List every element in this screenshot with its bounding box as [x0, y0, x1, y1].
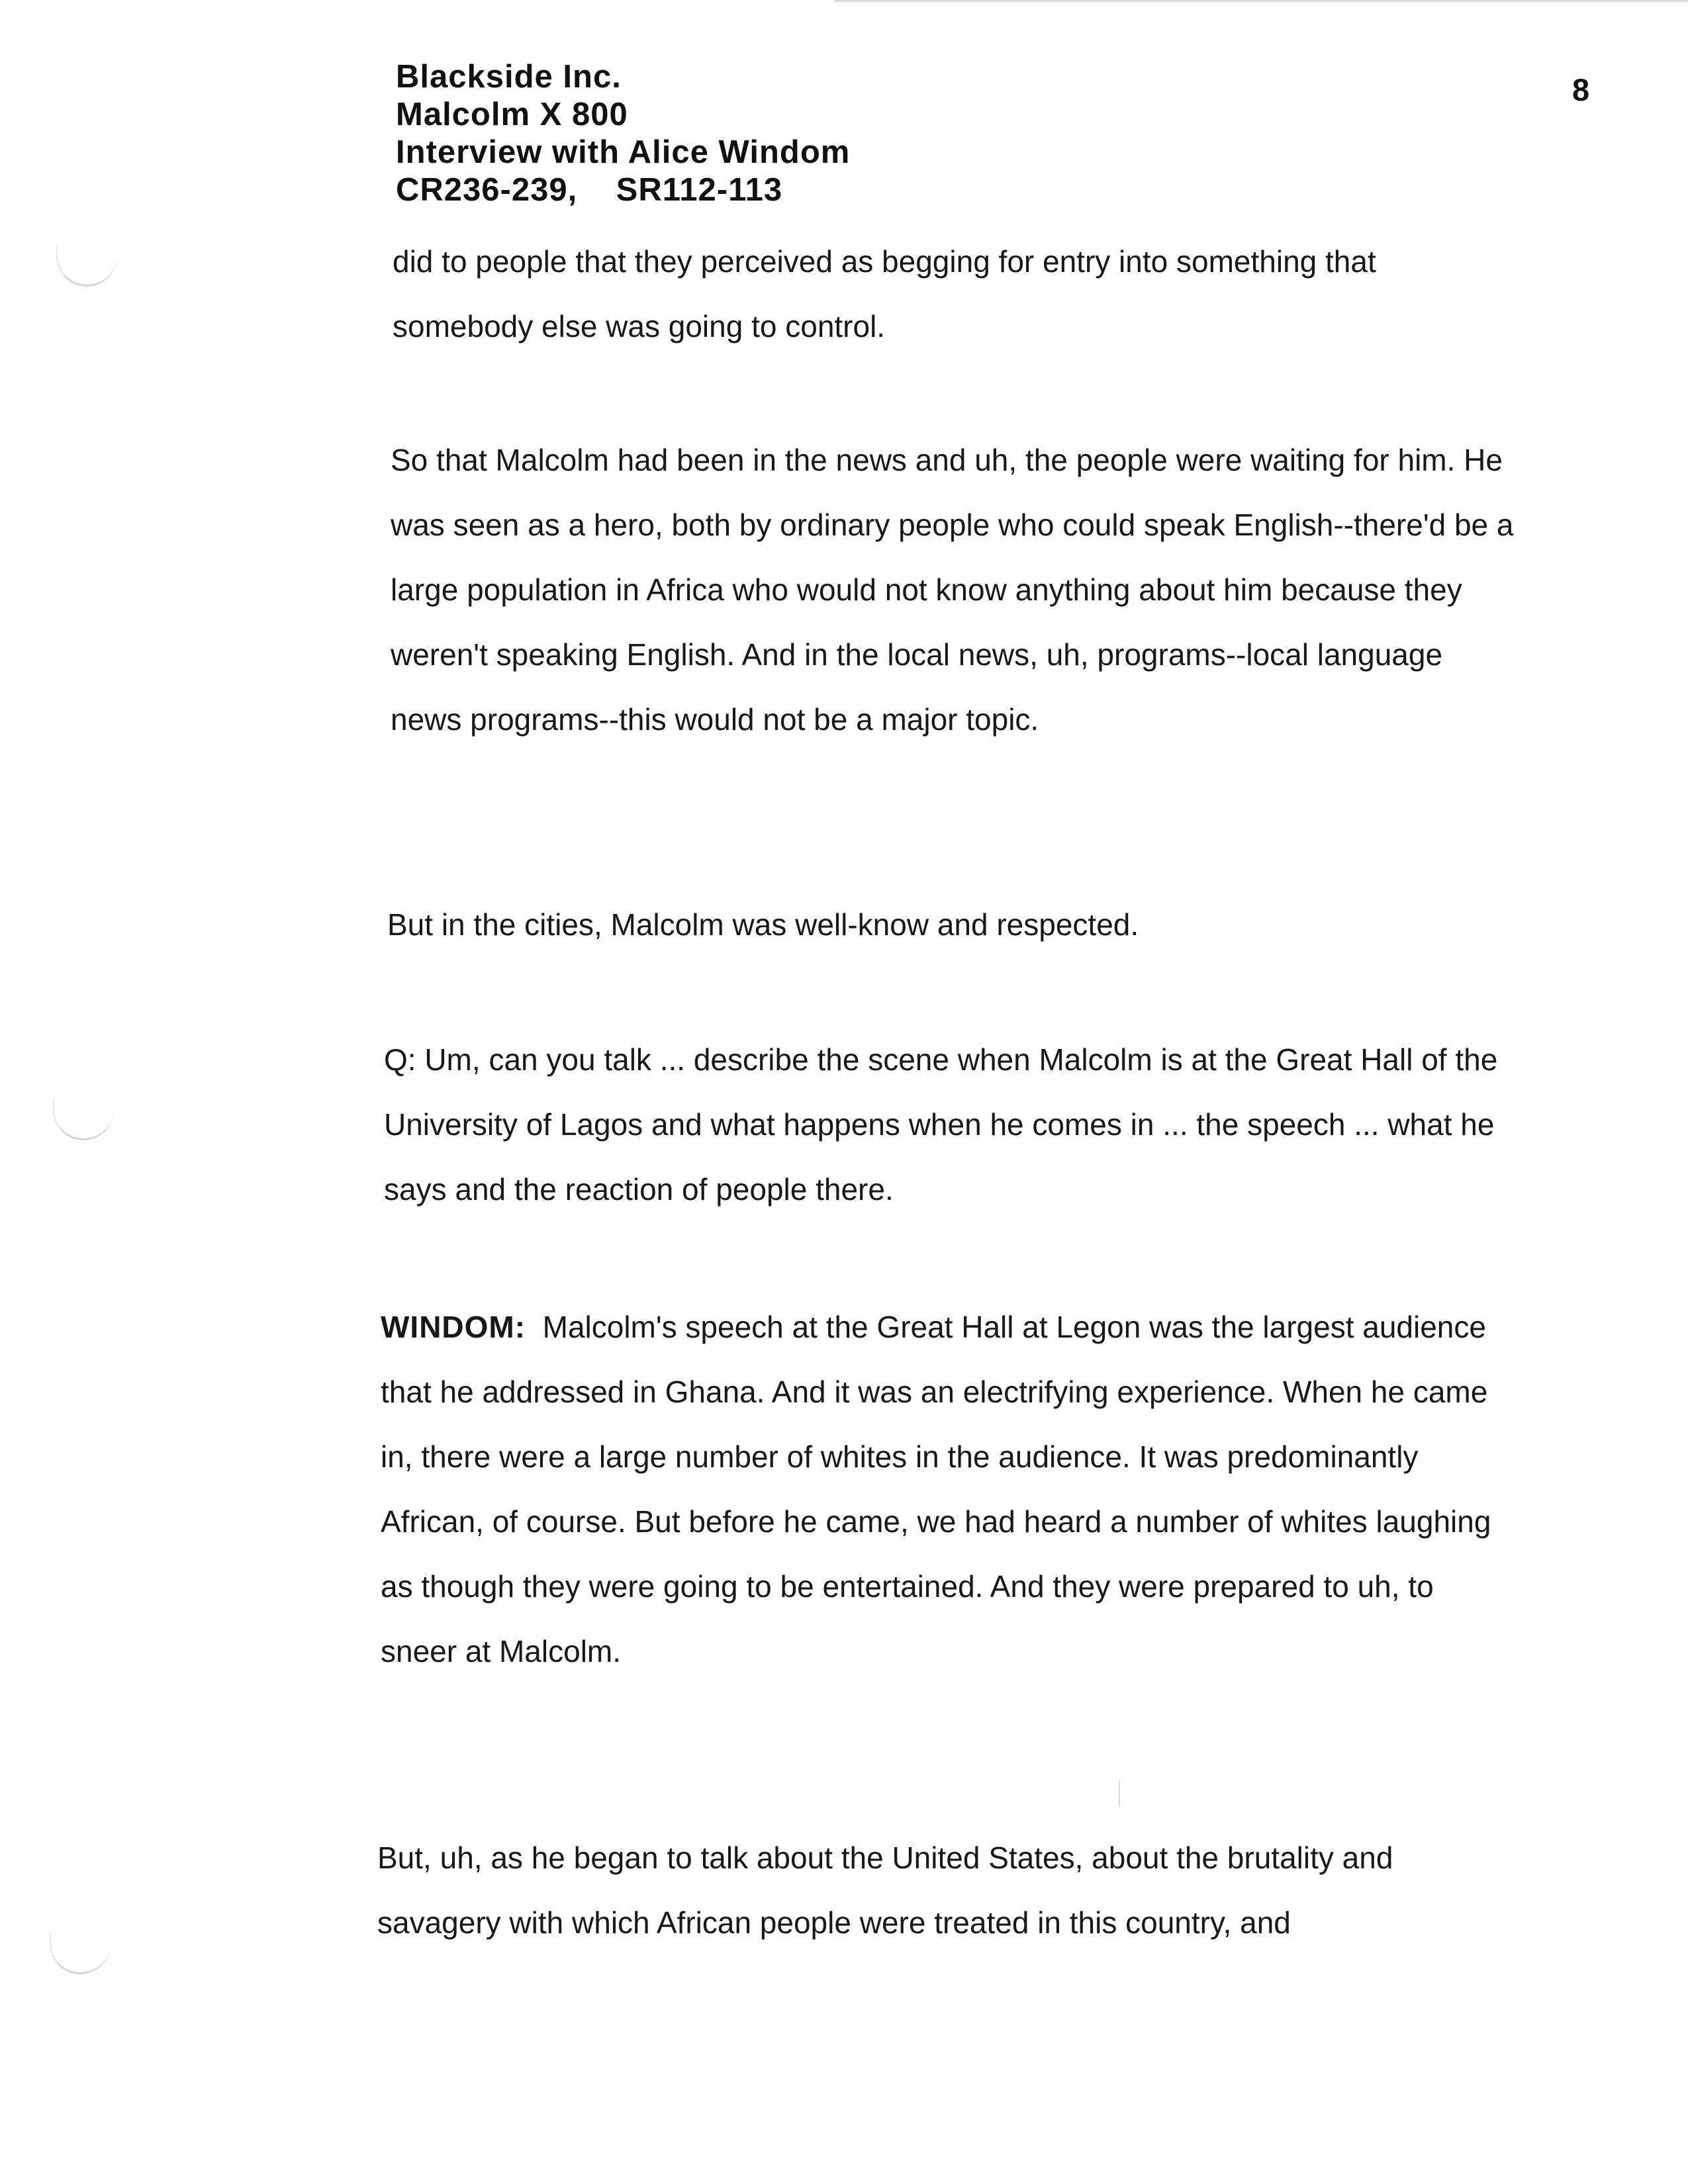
paragraph-3: But in the cities, Malcolm was well-know and respected.	[387, 907, 1139, 942]
paragraph-question: Q: Um, can you talk ... describe the scene when Malcolm is at the Great Hall of the University of Lagos and what happens when he comes in ... the speech ... what he says and the reaction of people there.	[384, 1042, 1498, 1206]
header-organization: Blackside Inc.	[396, 59, 622, 95]
scan-artifact	[1119, 1780, 1120, 1807]
header-project: Malcolm X 800	[396, 97, 628, 132]
paragraph-6: But, uh, as he began to talk about the United States, about the brutality and savagery with which African people were treated in this country, and	[377, 1841, 1393, 1940]
header-interview-title: Interview with Alice Windom	[396, 134, 851, 170]
answer-text: Malcolm's speech at the Great Hall at Legon was the largest audience that he addressed in Ghana. And it was an electrifying experience. When he came in, there were a large number of whites in the audience. It was predominantly African, of course. But before he came, we had heard a number of whites laughing as though they were going to be entertained. And they were prepared to uh, to sneer at Malcolm.	[381, 1310, 1491, 1668]
page-number: 8	[1572, 72, 1590, 107]
binder-hole-mark-bottom	[50, 1933, 111, 1974]
paragraph-2: So that Malcolm had been in the news and uh, the people were waiting for him. He was seen as a hero, both by ordinary people who could speak English--there'd be a large population in Africa who would not know anything about him because they weren't speaking English. And in the local news, uh, programs--local language news programs--this would not be a major topic.	[391, 443, 1514, 737]
paragraph-answer	[381, 1295, 1506, 1684]
binder-hole-mark-top	[56, 245, 117, 287]
document-header	[396, 58, 1389, 209]
scan-edge	[834, 0, 1688, 2]
binder-hole-mark-middle	[53, 1099, 114, 1140]
speaker-label: WINDOM:	[381, 1310, 526, 1344]
paragraph-1: did to people that they perceived as begging for entry into something that somebody else was going to control.	[393, 244, 1376, 343]
header-reel-numbers: CR236-239, SR112-113	[396, 172, 783, 208]
